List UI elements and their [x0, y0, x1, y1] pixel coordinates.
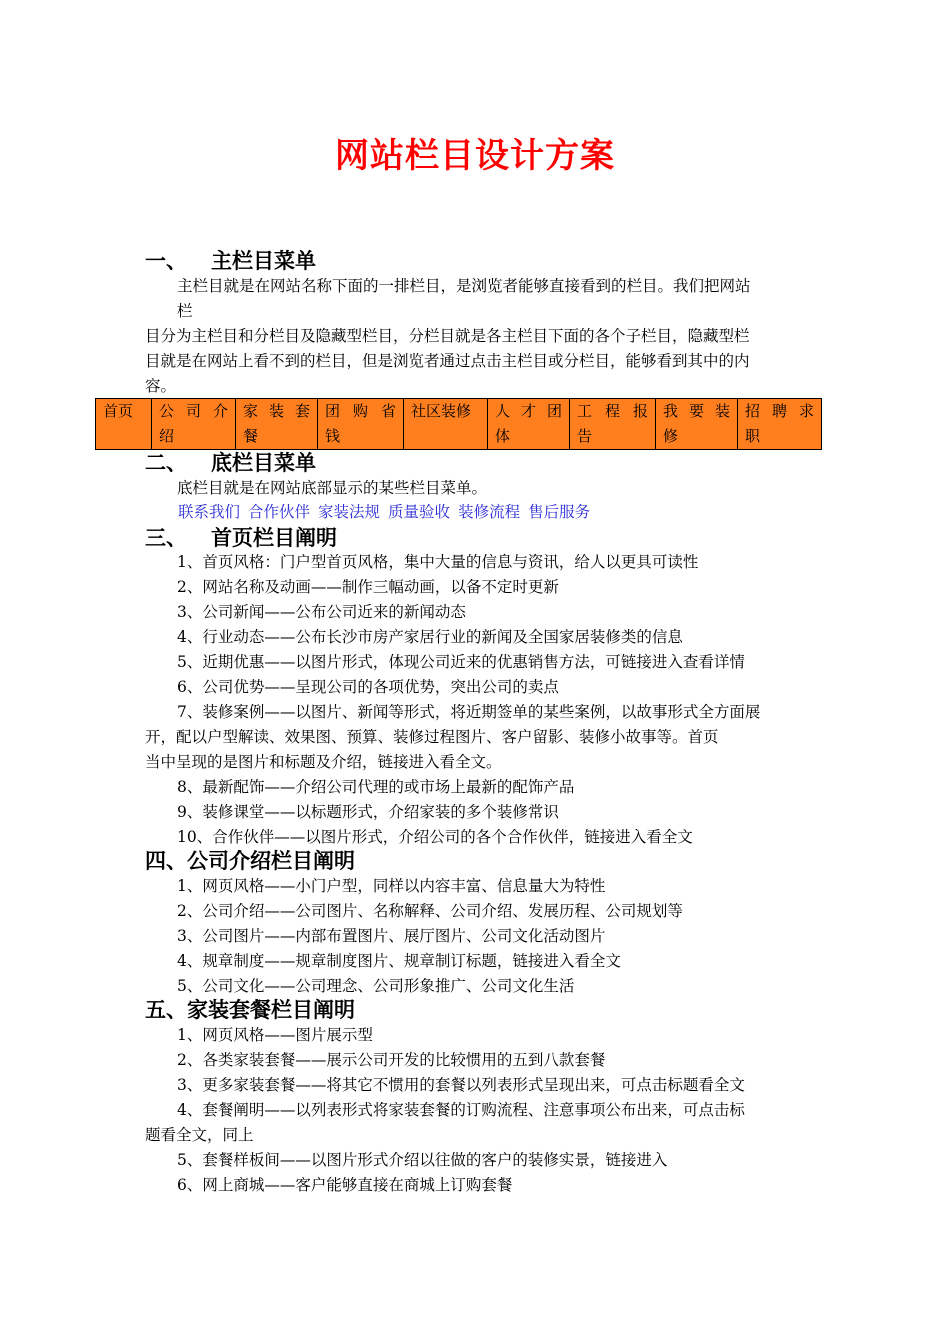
- list-item: 1、网页风格——图片展示型: [177, 1026, 373, 1044]
- footer-links: [178, 500, 598, 525]
- list-item: 4、套餐阐明——以列表形式将家装套餐的订购流程、注意事项公布出来，可点击标: [177, 1101, 745, 1119]
- main-menu-table: [95, 398, 822, 450]
- section-4-heading: 四、公司介绍栏目阐明: [145, 849, 355, 873]
- list-item: 2、网站名称及动画——制作三幅动画，以备不定时更新: [177, 578, 559, 596]
- section-1-para-line: 栏: [177, 302, 193, 320]
- section-1-title: 主栏目菜单: [211, 249, 316, 273]
- menu-cell-community[interactable]: 社区装修: [404, 399, 488, 450]
- section-1-heading: [145, 248, 316, 274]
- list-item: 3、更多家装套餐——将其它不惯用的套餐以列表形式呈现出来，可点击标题看全文: [177, 1076, 745, 1094]
- list-item-continuation: 题看全文，同上: [145, 1126, 254, 1144]
- list-item: 3、公司新闻——公布公司近来的新闻动态: [177, 603, 466, 621]
- list-item: 2、公司介绍——公司图片、名称解释、公司介绍、发展历程、公司规划等: [177, 902, 683, 920]
- menu-cell-reports[interactable]: 工 程 报 告: [570, 399, 656, 450]
- section-2-heading: [145, 450, 316, 476]
- section-1-para-line: 目就是在网站上看不到的栏目，但是浏览者通过点击主栏目或分栏目，能够看到其中的内: [145, 352, 750, 370]
- list-item: 6、网上商城——客户能够直接在商城上订购套餐: [177, 1176, 513, 1194]
- menu-cell-renovate[interactable]: 我 要 装 修: [656, 399, 738, 450]
- list-item: 1、首页风格：门户型首页风格，集中大量的信息与资讯，给人以更具可读性: [177, 553, 699, 571]
- link-quality[interactable]: 质量验收: [388, 503, 451, 521]
- list-item: 4、规章制度——规章制度图片、规章制订标题，链接进入看全文: [177, 952, 621, 970]
- list-item: 10、合作伙伴——以图片形式，介绍公司的各个合作伙伴，链接进入看全文: [177, 828, 693, 846]
- section-1-para-line: 主栏目就是在网站名称下面的一排栏目，是浏览者能够直接看到的栏目。我们把网站: [177, 277, 751, 295]
- list-item-continuation: 开，配以户型解读、效果图、预算、装修过程图片、客户留影、装修小故事等。首页: [145, 728, 719, 746]
- section-1-number: 一、: [145, 249, 187, 273]
- list-item: 5、近期优惠——以图片形式，体现公司近来的优惠销售方法，可链接进入查看详情: [177, 653, 745, 671]
- section-2-number: 二、: [145, 451, 187, 475]
- section-2-para: 底栏目就是在网站底部显示的某些栏目菜单。: [177, 479, 488, 497]
- menu-cell-group-buy[interactable]: 团 购 省 钱: [318, 399, 404, 450]
- section-5-heading: 五、家装套餐栏目阐明: [145, 998, 355, 1022]
- menu-cell-home[interactable]: 首页: [96, 399, 152, 450]
- section-3-number: 三、: [145, 526, 187, 550]
- menu-cell-jobs[interactable]: 招 聘 求 职: [738, 399, 822, 450]
- list-item-continuation: 当中呈现的是图片和标题及介绍，链接进入看全文。: [145, 753, 502, 771]
- menu-cell-talent[interactable]: 人 才 团 体: [488, 399, 570, 450]
- link-after-sales[interactable]: 售后服务: [528, 503, 591, 521]
- link-regulations[interactable]: 家装法规: [318, 503, 381, 521]
- list-item: 5、套餐样板间——以图片形式介绍以往做的客户的装修实景，链接进入: [177, 1151, 668, 1169]
- section-1-para-line: 容。: [145, 377, 177, 395]
- link-partners[interactable]: 合作伙伴: [248, 503, 311, 521]
- link-process[interactable]: 装修流程: [458, 503, 521, 521]
- list-item: 1、网页风格——小门户型，同样以内容丰富、信息量大为特性: [177, 877, 606, 895]
- page-title: 网站栏目设计方案: [335, 136, 615, 176]
- section-2-title: 底栏目菜单: [211, 451, 316, 475]
- list-item: 7、装修案例——以图片、新闻等形式，将近期签单的某些案例，以故事形式全方面展: [177, 703, 761, 721]
- list-item: 6、公司优势——呈现公司的各项优势，突出公司的卖点: [177, 678, 559, 696]
- list-item: 3、公司图片——内部布置图片、展厅图片、公司文化活动图片: [177, 927, 606, 945]
- list-item: 4、行业动态——公布长沙市房产家居行业的新闻及全国家居装修类的信息: [177, 628, 683, 646]
- list-item: 2、各类家装套餐——展示公司开发的比较惯用的五到八款套餐: [177, 1051, 606, 1069]
- menu-cell-company[interactable]: 公 司 介 绍: [152, 399, 236, 450]
- link-contact[interactable]: 联系我们: [178, 503, 241, 521]
- menu-cell-packages[interactable]: 家 装 套 餐: [236, 399, 318, 450]
- list-item: 5、公司文化——公司理念、公司形象推广、公司文化生活: [177, 977, 575, 995]
- section-3-heading: [145, 525, 337, 551]
- list-item: 8、最新配饰——介绍公司代理的或市场上最新的配饰产品: [177, 778, 575, 796]
- section-3-title: 首页栏目阐明: [211, 526, 337, 550]
- section-1-para-line: 目分为主栏目和分栏目及隐藏型栏目，分栏目就是各主栏目下面的各个子栏目，隐藏型栏: [145, 327, 750, 345]
- list-item: 9、装修课堂——以标题形式，介绍家装的多个装修常识: [177, 803, 559, 821]
